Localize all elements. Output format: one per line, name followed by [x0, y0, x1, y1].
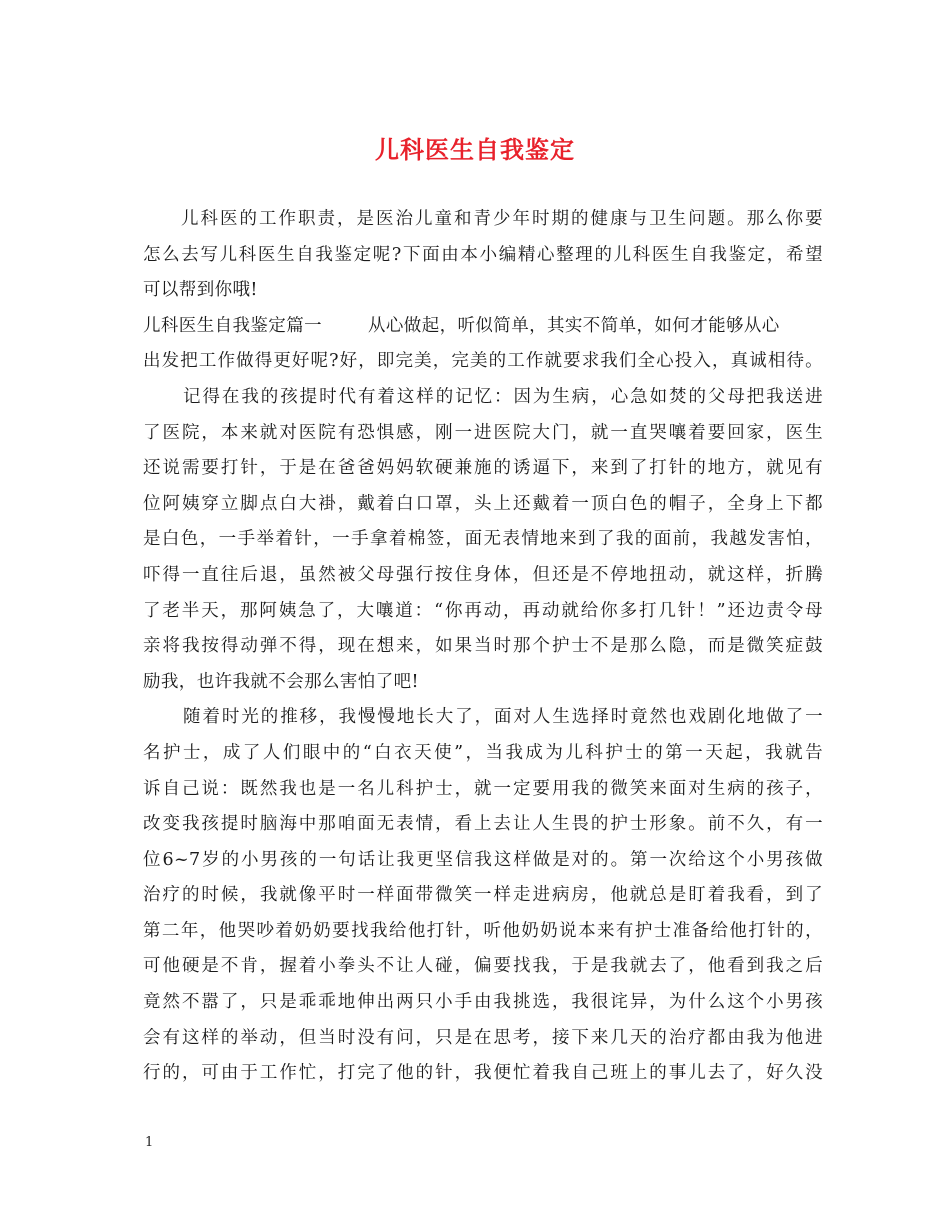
paragraph-line: 会有这样的举动，但当时没有问，只是在思考，接下来几天的治疗都由我为他进	[143, 1027, 823, 1048]
document-body	[143, 202, 823, 1092]
paragraph-line: 随着时光的推移，我慢慢地长大了，面对人生选择时竟然也戏剧化地做了一	[183, 707, 823, 728]
paragraph-line: 亲将我按得动弹不得，现在想来，如果当时那个护士不是那么隐，而是微笑症鼓	[143, 636, 823, 657]
paragraph-line: 了医院，本来就对医院有恐惧感，刚一进医院大门，就一直哭嚷着要回家，医生	[143, 422, 823, 443]
paragraph-line: 还说需要打针，于是在爸爸妈妈软硬兼施的诱逼下，来到了打针的地方，就见有	[143, 458, 823, 479]
section-intro-text: 从心做起，听似简单，其实不简单，如何才能够从心	[368, 315, 780, 336]
paragraph-line: 可他硬是不肯，握着小拳头不让人碰，偏要找我，于是我就去了，他看到我之后	[143, 956, 823, 977]
paragraph-line: 改变我孩提时脑海中那咱面无表情，看上去让人生畏的护士形象。前不久，有一	[143, 814, 823, 835]
paragraph-line: 位6~7岁的小男孩的一句话让我更坚信我这样做是对的。第一次给这个小男孩做	[143, 849, 823, 870]
paragraph-line: 竟然不嚣了，只是乖乖地伸出两只小手由我挑选，我很诧异，为什么这个小男孩	[143, 992, 823, 1013]
paragraph-line: 第二年，他哭吵着奶奶要找我给他打针，听他奶奶说本来有护士准备给他打针的，	[143, 920, 823, 941]
paragraph-line: 儿科医的工作职责，是医治儿童和青少年时期的健康与卫生问题。那么你要	[181, 209, 823, 229]
paragraph-line: 吓得一直往后退，虽然被父母强行按住身体，但还是不停地扭动，就这样，折腾	[143, 564, 823, 585]
paragraph-line	[143, 309, 823, 345]
paragraph-line: 名护士，成了人们眼中的“白衣天使”，当我成为儿科护士的第一天起，我就告	[143, 742, 823, 763]
paragraph-line: 位阿姨穿立脚点白大褂，戴着白口罩，头上还戴着一顶白色的帽子，全身上下都	[143, 493, 823, 514]
page-number: 1	[145, 1135, 154, 1150]
paragraph-line: 诉自己说：既然我也是一名儿科护士，就一定要用我的微笑来面对生病的孩子，	[143, 778, 823, 799]
paragraph-line: 记得在我的孩提时代有着这样的记忆：因为生病，心急如焚的父母把我送进	[183, 386, 823, 407]
paragraph-line: 是白色，一手举着针，一手拿着棉签，面无表情地来到了我的面前，我越发害怕，	[143, 529, 823, 550]
paragraph-line: 怎么去写儿科医生自我鉴定呢?下面由本小编精心整理的儿科医生自我鉴定，希望	[143, 244, 823, 265]
paragraph-line: 可以帮到你哦!	[143, 280, 258, 301]
section-heading: 儿科医生自我鉴定篇一	[143, 315, 322, 336]
paragraph-line: 励我，也许我就不会那么害怕了吧!	[143, 671, 419, 692]
paragraph-line: 出发把工作做得更好呢?好，即完美，完美的工作就要求我们全心投入，真诚相待。	[143, 351, 823, 372]
paragraph-line: 治疗的时候，我就像平时一样面带微笑一样走进病房，他就总是盯着我看，到了	[143, 885, 823, 906]
paragraph-line: 行的，可由于工作忙，打完了他的针，我便忙着我自己班上的事儿去了，好久没	[143, 1063, 823, 1084]
document-title: 儿科医生自我鉴定	[375, 136, 575, 164]
paragraph-line: 了老半天，那阿姨急了，大嚷道：“你再动，再动就给你多打几针！”还边责令母	[143, 600, 823, 621]
